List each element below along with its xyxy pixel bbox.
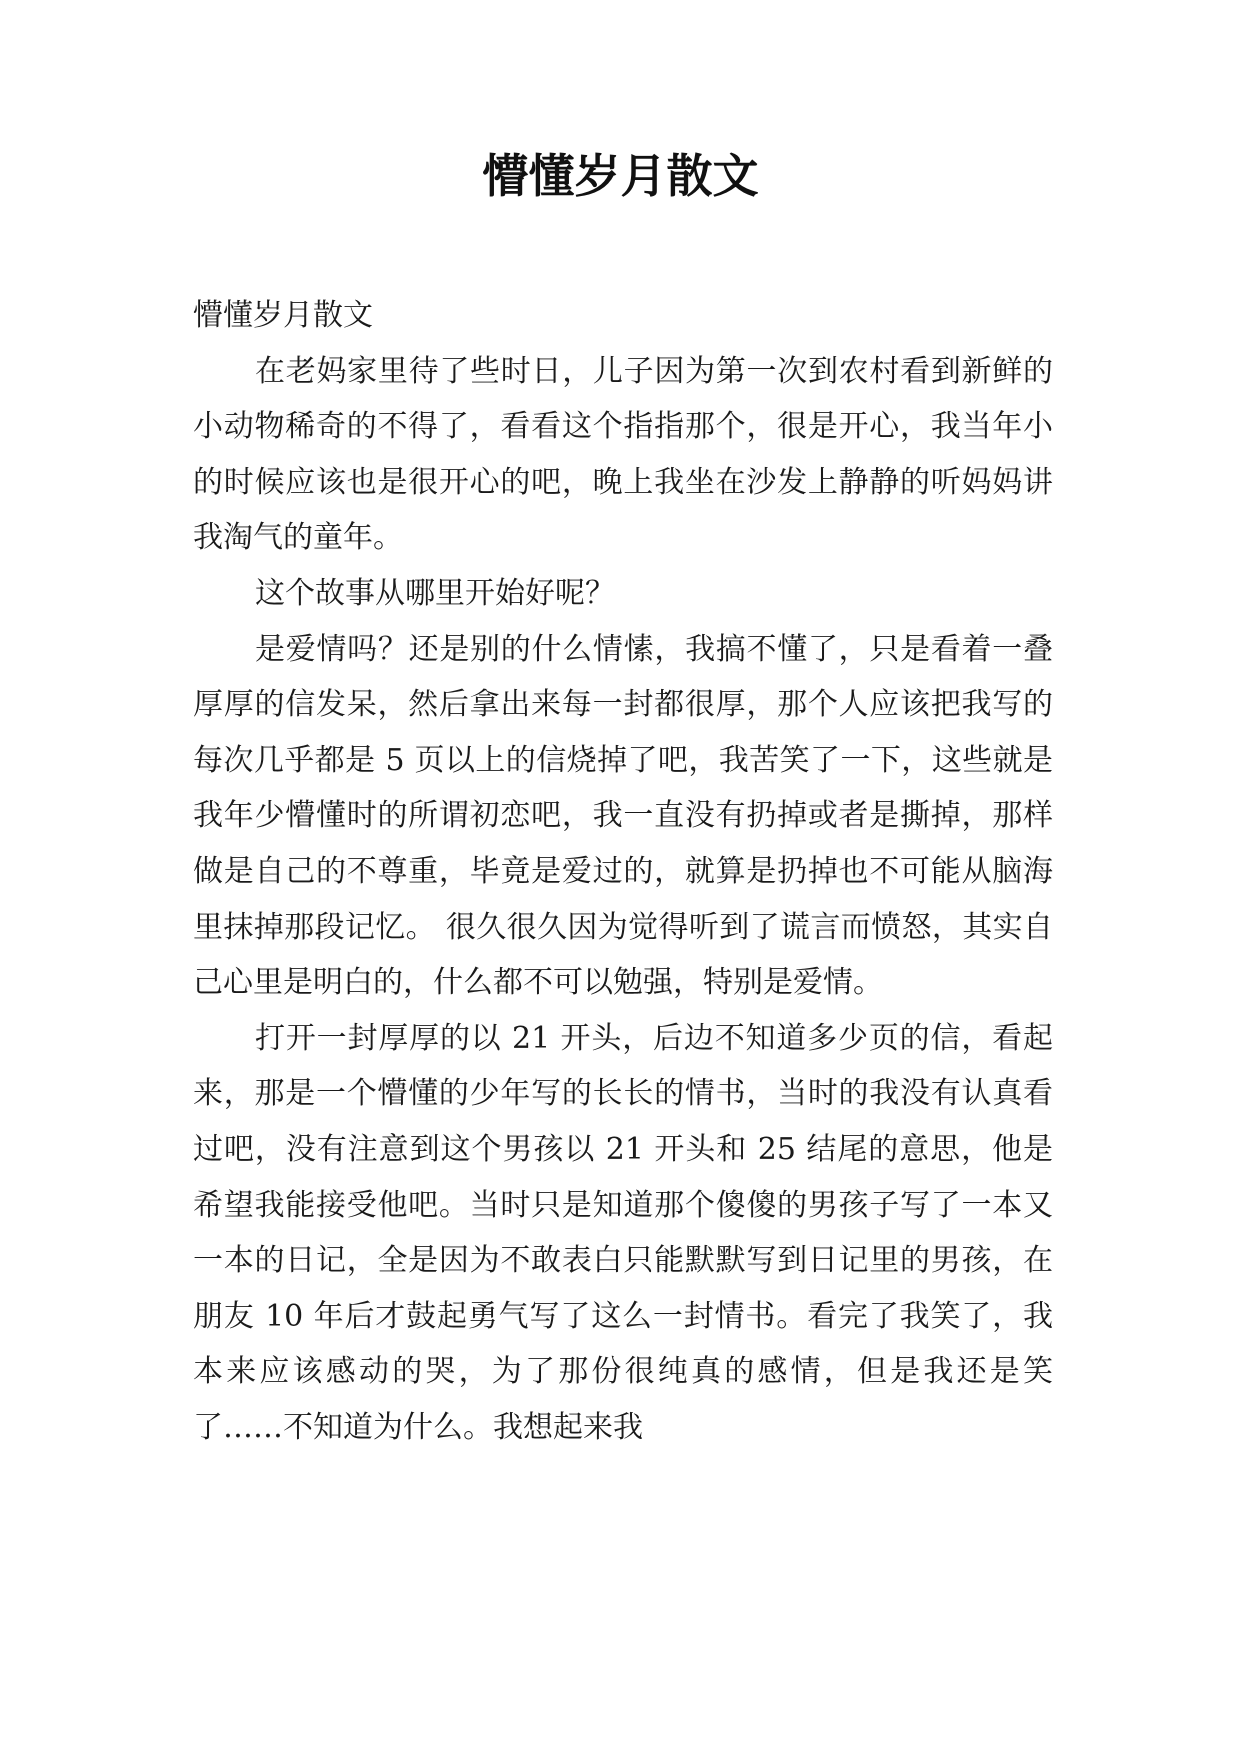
paragraph-1: 在老妈家里待了些时日，儿子因为第一次到农村看到新鲜的小动物稀奇的不得了，看看这个指指那个，很是开心，我当年小的时候应该也是很开心的吧，晚上我坐在沙发上静静的听妈妈讲我淘气的童年。: [193, 353, 1053, 556]
paragraph-4: 打开一封厚厚的以 21 开头，后边不知道多少页的信，看起来，那是一个懵懂的少年写的长长的情书，当时的我没有认真看过吧，没有注意到这个男孩以 21 开头和 25 结尾的意思，他是希望我能接受他吧。当时只是知道那个傻傻的男孩子写了一本又一本的日记，全是因为不敢表白只能默默写到日记里的男孩，在朋友 10 年后才鼓起勇气写了这么一封情书。看完了我笑了，我本来应该感动的哭，为了那份很纯真的感情，但是我还是笑了……不知道为什么。我想起来我: [193, 1020, 1053, 1445]
paragraph-2: 这个故事从哪里开始好呢？: [255, 575, 615, 611]
paragraph-3: 是爱情吗？还是别的什么情愫，我搞不懂了，只是看着一叠厚厚的信发呆，然后拿出来每一封都很厚，那个人应该把我写的每次几乎都是 5 页以上的信烧掉了吧，我苦笑了一下，这些就是我年少懵懂时的所谓初恋吧，我一直没有扔掉或者是撕掉，那样做是自己的不尊重，毕竟是爱过的，就算是扔掉也不可能从脑海里抹掉那段记忆。 很久很久因为觉得听到了谎言而愤怒，其实自己心里是明白的，什么都不可以勉强，特别是爱情。: [193, 631, 1053, 1001]
document-body: [193, 288, 1053, 1455]
document-subtitle: 懵懂岁月散文: [193, 298, 373, 333]
document-title: 懵懂岁月散文: [482, 149, 759, 203]
